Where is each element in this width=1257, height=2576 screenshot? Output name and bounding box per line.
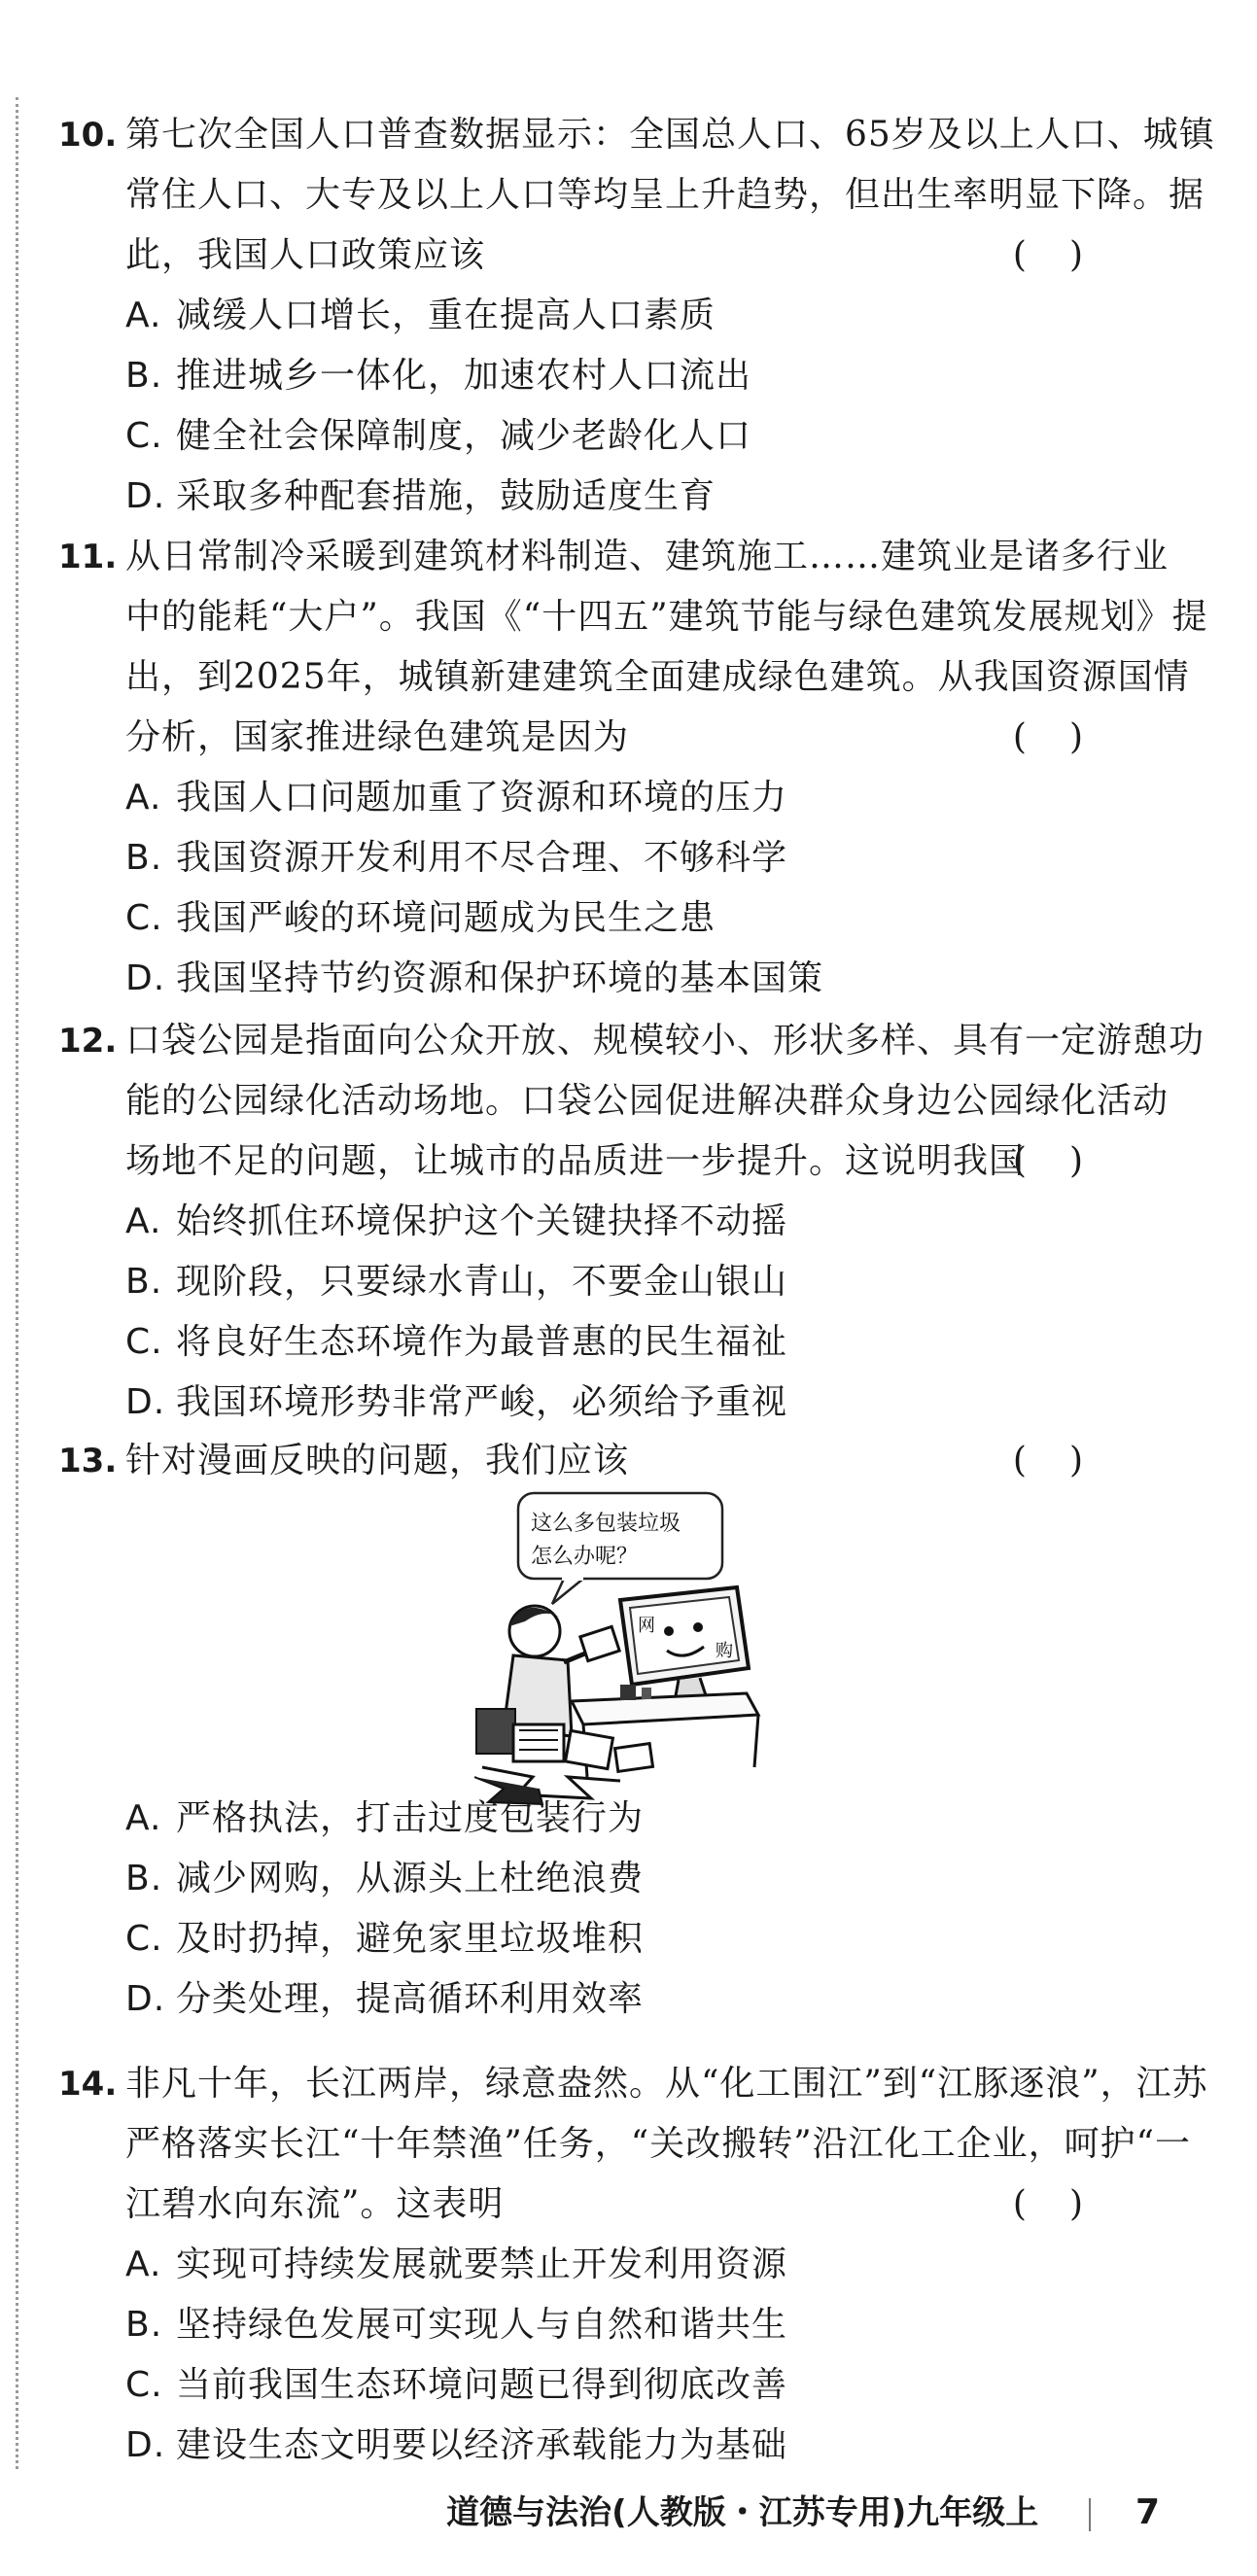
answer-blank[interactable]: () (1012, 2184, 1126, 2224)
speech-bubble-tail (552, 1579, 583, 1604)
speech-line-1: 这么多包装垃圾 (531, 1512, 681, 1536)
stem-line (58, 1131, 1137, 1192)
stem-line (58, 1071, 1170, 1131)
option-a[interactable] (58, 1789, 1137, 1849)
question-number: 12. (58, 1022, 118, 1061)
option-letter: B. (125, 2305, 163, 2345)
option-d[interactable] (58, 949, 1137, 1009)
stem-text: 江碧水向东流”。这表明 (125, 2184, 505, 2224)
option-letter: D. (125, 2425, 166, 2465)
question-14 (58, 2054, 1208, 2476)
option-text: 当前我国生态环境问题已得到彻底改善 (176, 2365, 788, 2405)
stem-line (58, 527, 1170, 587)
option-b[interactable] (58, 828, 1137, 888)
option-letter: A. (125, 1201, 162, 1241)
option-text: 及时扔掉，避免家里垃圾堆积 (176, 1919, 645, 1959)
option-letter: D. (125, 958, 166, 998)
stem-line (58, 647, 1190, 708)
option-text: 分类处理，提高循环利用效率 (176, 1979, 645, 2019)
option-text: 坚持绿色发展可实现人与自然和谐共生 (176, 2305, 788, 2345)
option-d[interactable] (58, 1969, 1137, 2030)
stem-text: 常住人口、大专及以上人口等均呈上升趋势，但出生率明显下降。据 (125, 175, 1205, 215)
option-text: 我国资源开发利用不尽合理、不够科学 (176, 838, 788, 878)
option-c[interactable] (58, 1312, 1137, 1373)
stem-text: 非凡十年，长江两岸，绿意盎然。从“化工围江”到“江豚逐浪”，江苏 (125, 2064, 1208, 2104)
page-number: 7 (1135, 2492, 1160, 2532)
option-text: 将良好生态环境作为最普惠的民生福祉 (176, 1322, 788, 1362)
option-b[interactable] (58, 1849, 1137, 1909)
stem-text: 严格落实长江“十年禁渔”任务，“关改搬转”沿江化工企业，呵护“一 (125, 2124, 1192, 2164)
option-text: 减少网购，从源头上杜绝浪费 (176, 1859, 645, 1898)
option-text: 健全社会保障制度，减少老龄化人口 (176, 416, 752, 456)
option-text: 我国人口问题加重了资源和环境的压力 (176, 778, 788, 818)
answer-blank[interactable]: () (1012, 1141, 1126, 1181)
option-letter: D. (125, 1979, 166, 2019)
stem-text: 中的能耗“大户”。我国《“十四五”建筑节能与绿色建筑发展规划》提 (125, 597, 1208, 637)
option-d[interactable] (58, 1373, 1137, 1433)
option-letter: D. (125, 1382, 166, 1422)
stem-line (58, 2054, 1208, 2114)
option-letter: B. (125, 1859, 163, 1898)
option-letter: C. (125, 416, 163, 456)
option-b[interactable] (58, 2295, 1137, 2355)
option-d[interactable] (58, 2416, 1137, 2476)
option-a[interactable] (58, 2235, 1137, 2295)
stem-line (58, 165, 1205, 226)
stem-line (58, 2175, 1137, 2235)
page-footer (446, 2486, 1160, 2533)
option-text: 减缓人口增长，重在提高人口素质 (176, 296, 716, 335)
option-a[interactable] (58, 1192, 1137, 1252)
option-text: 严格执法，打击过度包装行为 (176, 1798, 645, 1838)
question-number: 11. (58, 538, 118, 576)
stem-text: 从日常制冷采暖到建筑材料制造、建筑施工……建筑业是诸多行业 (125, 537, 1170, 576)
screen-char-right: 购 (716, 1641, 733, 1661)
option-text: 现阶段，只要绿水青山，不要金山银山 (176, 1262, 788, 1302)
stem-text: 出，到2025年，城镇新建建筑全面建成绿色建筑。从我国资源国情 (125, 657, 1190, 697)
option-letter: B. (125, 1262, 163, 1302)
option-a[interactable] (58, 768, 1137, 828)
stem-text: 分析，国家推进绿色建筑是因为 (125, 717, 630, 757)
answer-blank[interactable]: () (1012, 1441, 1126, 1480)
stem-text: 此，我国人口政策应该 (125, 235, 486, 275)
stem-line (58, 2114, 1192, 2175)
option-b[interactable] (58, 1252, 1137, 1312)
question-number: 10. (58, 116, 118, 155)
option-text: 实现可持续发展就要禁止开发利用资源 (176, 2245, 788, 2284)
option-text: 我国严峻的环境问题成为民生之患 (176, 898, 716, 938)
option-letter: D. (125, 476, 166, 516)
question-11 (58, 527, 1208, 1009)
option-letter: C. (125, 1919, 163, 1959)
speech-line-2: 怎么办呢？ (531, 1545, 639, 1569)
option-letter: C. (125, 1322, 163, 1362)
stem-line (58, 1011, 1205, 1071)
question-number: 13. (58, 1442, 118, 1480)
stem-line (58, 105, 1215, 165)
stem-line (58, 1431, 1137, 1491)
book-title: 道德与法治(人教版・江苏专用)九年级上 (446, 2493, 1039, 2532)
option-text: 我国坚持节约资源和保护环境的基本国策 (176, 958, 824, 998)
option-letter: B. (125, 838, 163, 878)
option-letter: B. (125, 356, 163, 396)
question-13 (58, 1431, 1137, 1491)
option-c[interactable] (58, 888, 1137, 949)
question-12 (58, 1011, 1205, 1433)
question-13-options (58, 1789, 1137, 2030)
option-d[interactable] (58, 467, 1137, 527)
option-letter: A. (125, 296, 162, 335)
question-10 (58, 105, 1215, 527)
bubble-gap (562, 1577, 583, 1581)
footer-divider (1089, 2498, 1091, 2531)
answer-blank[interactable]: () (1012, 717, 1126, 757)
option-text: 建设生态文明要以经济承载能力为基础 (176, 2425, 788, 2465)
stem-line (58, 708, 1137, 768)
option-letter: A. (125, 2245, 162, 2284)
stem-text: 口袋公园是指面向公众开放、规模较小、形状多样、具有一定游憩功 (125, 1021, 1205, 1061)
option-b[interactable] (58, 346, 1137, 406)
option-letter: A. (125, 778, 162, 818)
stem-text: 能的公园绿化活动场地。口袋公园促进解决群众身边公园绿化活动 (125, 1081, 1170, 1121)
computer-monitor (620, 1587, 749, 1701)
answer-blank[interactable]: () (1012, 235, 1126, 275)
stem-line (58, 587, 1208, 647)
option-a[interactable] (58, 286, 1137, 346)
margin-dotted-line (16, 97, 18, 2469)
question-number: 14. (58, 2065, 118, 2104)
stem-line (58, 226, 1137, 286)
option-letter: A. (125, 1798, 162, 1838)
option-c[interactable] (58, 406, 1137, 467)
option-letter: C. (125, 898, 163, 938)
option-text: 推进城乡一体化，加速农村人口流出 (176, 356, 752, 396)
stem-text: 第七次全国人口普查数据显示：全国总人口、65岁及以上人口、城镇 (125, 115, 1215, 155)
stem-text: 针对漫画反映的问题，我们应该 (125, 1441, 630, 1480)
stem-text: 场地不足的问题，让城市的品质进一步提升。这说明我国 (125, 1141, 1026, 1181)
option-text: 我国环境形势非常严峻，必须给予重视 (176, 1382, 788, 1422)
option-c[interactable] (58, 1909, 1137, 1969)
screen-char-left: 网 (638, 1616, 655, 1636)
option-text: 始终抓住环境保护这个关键抉择不动摇 (176, 1201, 788, 1241)
option-letter: C. (125, 2365, 163, 2405)
option-c[interactable] (58, 2355, 1137, 2416)
option-text: 采取多种配套措施，鼓励适度生育 (176, 476, 716, 516)
cartoon-illustration (474, 1485, 766, 1806)
